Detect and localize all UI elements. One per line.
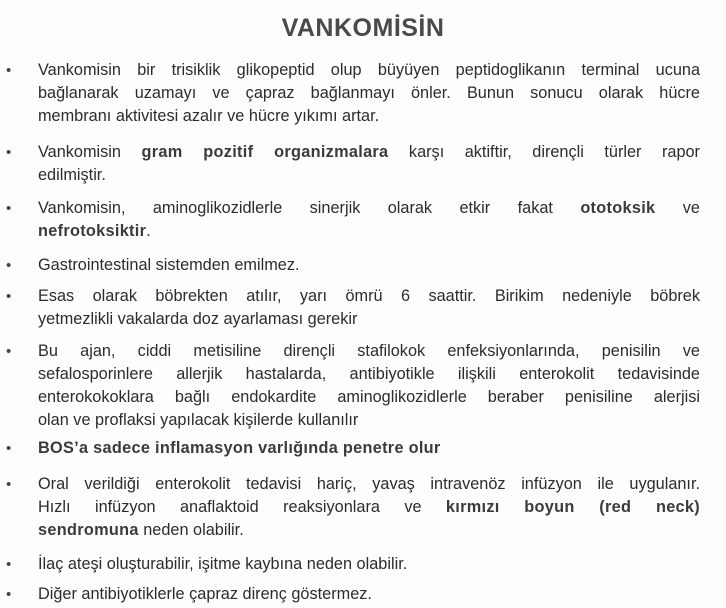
bullet-dot: • bbox=[6, 343, 12, 360]
text-segment: Bu ajan, ciddi metisiline dirençli stafilokok enfeksiyonlarında, penisilin ve bbox=[38, 342, 700, 360]
bullet-text bbox=[38, 59, 700, 128]
text-line bbox=[38, 59, 700, 82]
text-segment: neden olabilir. bbox=[138, 521, 244, 539]
bold-phrase: ototoksik bbox=[580, 199, 656, 217]
bullet-dot: • bbox=[6, 144, 12, 161]
text-line bbox=[38, 82, 700, 105]
bullet-dot: • bbox=[6, 556, 12, 573]
text-segment: Oral verildiği enterokolit tedavisi hariç, yavaş intravenöz infüzyon ile uygulanır. bbox=[38, 475, 700, 493]
bold-phrase: kırmızı boyun (red neck) bbox=[445, 498, 700, 516]
bullet-text bbox=[38, 553, 700, 576]
bold-phrase: sendromuna bbox=[38, 521, 139, 539]
text-line bbox=[38, 553, 700, 576]
text-segment: yetmezlikli vakalarda doz ayarlaması gerekir bbox=[38, 310, 358, 328]
text-line bbox=[38, 583, 700, 606]
text-line bbox=[38, 308, 700, 331]
text-line bbox=[38, 340, 700, 363]
text-line bbox=[38, 141, 700, 164]
text-line bbox=[38, 164, 700, 187]
text-segment: Diğer antibiyotiklerle çapraz direnç göstermez. bbox=[38, 585, 372, 603]
text-line bbox=[38, 437, 700, 460]
text-line bbox=[38, 519, 700, 542]
bullet-text bbox=[38, 340, 700, 432]
text-segment: Vankomisin, aminoglikozidlerle sinerjik olarak etkir fakat bbox=[38, 199, 581, 217]
text-line bbox=[38, 285, 700, 308]
bullet-text bbox=[38, 197, 700, 243]
text-segment: Gastrointestinal sistemden emilmez. bbox=[38, 256, 300, 274]
text-line bbox=[38, 496, 700, 519]
text-line bbox=[38, 386, 700, 409]
bullet-text bbox=[38, 473, 700, 542]
bold-phrase: nefrotoksiktir bbox=[38, 222, 147, 240]
text-segment: bağlanarak uzamayı ve çapraz bağlanmayı önler. Bunun sonucu olarak hücre bbox=[38, 84, 700, 102]
text-line bbox=[38, 105, 700, 128]
bullet-text bbox=[38, 583, 700, 606]
text-segment: karşı aktiftir, dirençli türler rapor bbox=[388, 143, 700, 161]
text-segment: enterokokoklara bağlı endokardite aminoglikozidlerle beraber penisiline alerjisi bbox=[38, 388, 700, 406]
bullet-text bbox=[38, 141, 700, 187]
text-line bbox=[38, 254, 700, 277]
text-line bbox=[38, 220, 700, 243]
text-line bbox=[38, 473, 700, 496]
text-segment: ve bbox=[655, 199, 700, 217]
page-title: VANKOMİSİN bbox=[281, 14, 445, 42]
bullet-text bbox=[38, 437, 700, 460]
text-line bbox=[38, 409, 700, 432]
text-segment: Hızlı infüzyon anaflaktoid reaksiyonlara ve bbox=[38, 498, 446, 516]
bold-phrase: BOS’a sadece inflamasyon varlığında penetre olur bbox=[38, 439, 441, 457]
bullet-text bbox=[38, 254, 700, 277]
text-segment: sefalosporinlere allerjik hastalarda, antibiyotikle ilişkili enterokolit tedavisinde bbox=[38, 365, 700, 383]
bullet-text bbox=[38, 285, 700, 331]
text-segment: olan ve proflaksi yapılacak kişilerde kullanılır bbox=[38, 411, 359, 429]
text-segment: Esas olarak böbrekten atılır, yarı ömrü 6 saattir. Birikim nedeniyle böbrek bbox=[38, 287, 700, 305]
text-line bbox=[38, 363, 700, 386]
bullet-dot: • bbox=[6, 586, 12, 603]
text-segment: membranı aktivitesi azalır ve hücre yıkımı artar. bbox=[38, 107, 380, 125]
bullet-dot: • bbox=[6, 200, 12, 217]
bullet-dot: • bbox=[6, 476, 12, 493]
text-segment: edilmiştir. bbox=[38, 166, 106, 184]
bold-phrase: gram pozitif organizmalara bbox=[141, 143, 389, 161]
text-segment: Vankomisin bbox=[38, 143, 142, 161]
text-segment: . bbox=[146, 222, 151, 240]
text-segment: İlaç ateşi oluşturabilir, işitme kaybına neden olabilir. bbox=[38, 555, 408, 573]
bullet-dot: • bbox=[6, 440, 12, 457]
bullet-dot: • bbox=[6, 62, 12, 79]
bullet-dot: • bbox=[6, 288, 12, 305]
text-segment: Vankomisin bir trisiklik glikopeptid olup büyüyen peptidoglikanın terminal ucuna bbox=[38, 61, 700, 79]
text-line bbox=[38, 197, 700, 220]
bullet-dot: • bbox=[6, 257, 12, 274]
